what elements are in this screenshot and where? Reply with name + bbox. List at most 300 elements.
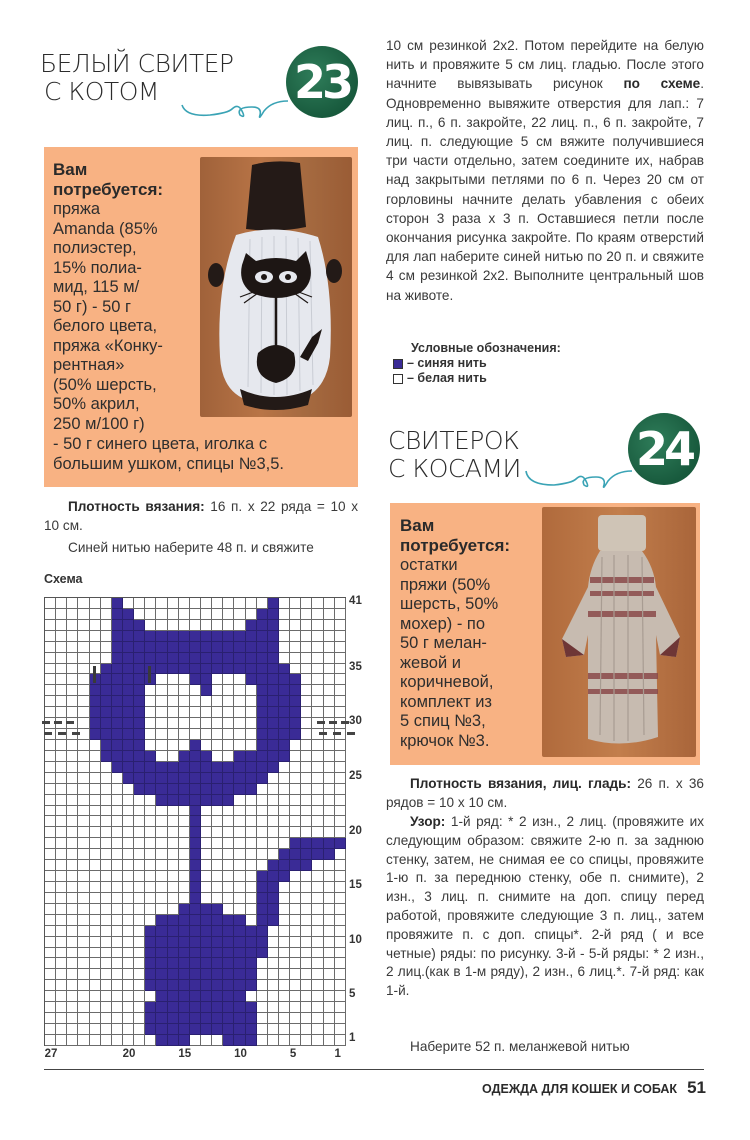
chart-cell — [301, 609, 312, 620]
chart-cell — [312, 751, 323, 762]
chart-cell — [246, 707, 257, 718]
chart-cell — [246, 598, 257, 609]
chart-cell — [45, 740, 56, 751]
chart-cell — [223, 915, 234, 926]
chart-cell — [268, 718, 279, 729]
chart-cell — [67, 762, 78, 773]
chart-cell — [112, 598, 123, 609]
chart-cell — [257, 882, 268, 893]
chart-cell — [56, 948, 67, 959]
chart-cell — [45, 631, 56, 642]
chart-cell — [223, 816, 234, 827]
chart-cell — [190, 696, 201, 707]
chart-cell — [67, 806, 78, 817]
chart-cell — [145, 795, 156, 806]
chart-cell — [201, 762, 212, 773]
chart-cell — [312, 860, 323, 871]
chart-cell — [78, 1002, 89, 1013]
chart-cell — [268, 642, 279, 653]
chart-cell — [90, 729, 101, 740]
chart-cell — [101, 762, 112, 773]
chart-cell — [301, 969, 312, 980]
chart-cell — [56, 609, 67, 620]
knitting-chart — [44, 597, 346, 1046]
chart-cell — [67, 849, 78, 860]
chart-cell — [101, 1002, 112, 1013]
chart-cell — [67, 1002, 78, 1013]
chart-cell — [67, 707, 78, 718]
chart-cell — [179, 642, 190, 653]
chart-cell — [301, 915, 312, 926]
chart-cell — [201, 773, 212, 784]
chart-cell — [268, 838, 279, 849]
chart-cell — [301, 751, 312, 762]
chart-cell — [90, 915, 101, 926]
chart-cell — [290, 631, 301, 642]
chart-cell — [145, 816, 156, 827]
chart-cell — [179, 838, 190, 849]
chart-cell — [67, 664, 78, 675]
chart-cell — [145, 948, 156, 959]
chart-cell — [290, 1035, 301, 1046]
chart-cell — [168, 685, 179, 696]
chart-cell — [112, 664, 123, 675]
chart-cell — [156, 1002, 167, 1013]
chart-cell — [190, 718, 201, 729]
chart-cell — [279, 926, 290, 937]
chart-cell — [145, 740, 156, 751]
chart-cell — [134, 707, 145, 718]
chart-cell — [279, 948, 290, 959]
chart-cell — [212, 795, 223, 806]
chart-cell — [290, 816, 301, 827]
chart-cell — [134, 696, 145, 707]
chart-cell — [90, 1024, 101, 1035]
chart-cell — [179, 806, 190, 817]
chart-cell — [234, 806, 245, 817]
chart-cell — [324, 598, 335, 609]
chart-cell — [112, 816, 123, 827]
chart-cell — [134, 762, 145, 773]
chart-cell — [90, 609, 101, 620]
chart-cell — [45, 1035, 56, 1046]
chart-cell — [201, 882, 212, 893]
chart-cell — [67, 1035, 78, 1046]
chart-cell — [201, 1024, 212, 1035]
chart-cell — [101, 871, 112, 882]
chart-cell — [67, 642, 78, 653]
chart-cell — [45, 860, 56, 871]
chart-cell — [112, 740, 123, 751]
chart-cell — [78, 849, 89, 860]
chart-cell — [112, 958, 123, 969]
row-marker — [341, 721, 349, 724]
chart-cell — [179, 958, 190, 969]
chart-cell — [156, 849, 167, 860]
chart-cell — [179, 915, 190, 926]
chart-cell — [123, 816, 134, 827]
chart-cell — [223, 707, 234, 718]
chart-cell — [279, 827, 290, 838]
project23-title-line2: С КОТОМ — [44, 77, 159, 106]
chart-cell — [335, 762, 346, 773]
chart-cell — [246, 860, 257, 871]
chart-cell — [257, 893, 268, 904]
chart-cell — [212, 937, 223, 948]
chart-cell — [156, 795, 167, 806]
chart-cell — [201, 653, 212, 664]
chart-cell — [246, 926, 257, 937]
chart-cell — [312, 653, 323, 664]
chart-cell — [246, 620, 257, 631]
chart-cell — [246, 696, 257, 707]
chart-cell — [246, 740, 257, 751]
chart-cell — [234, 1024, 245, 1035]
chart-cell — [134, 674, 145, 685]
chart-cell — [223, 631, 234, 642]
chart-cell — [190, 991, 201, 1002]
chart-cell — [134, 904, 145, 915]
chart-cell — [90, 751, 101, 762]
chart-cell — [234, 740, 245, 751]
x-tick-label: 10 — [234, 1048, 247, 1061]
chart-cell — [279, 871, 290, 882]
chart-cell — [301, 729, 312, 740]
chart-cell — [223, 1024, 234, 1035]
chart-cell — [246, 893, 257, 904]
chart-cell — [123, 729, 134, 740]
chart-cell — [268, 631, 279, 642]
chart-cell — [290, 926, 301, 937]
chart-cell — [190, 904, 201, 915]
chart-cell — [145, 718, 156, 729]
chart-cell — [257, 718, 268, 729]
chart-cell — [257, 707, 268, 718]
chart-cell — [324, 795, 335, 806]
chart-cell — [335, 806, 346, 817]
chart-cell — [190, 620, 201, 631]
chart-cell — [324, 849, 335, 860]
chart-cell — [190, 653, 201, 664]
project23-photo — [200, 157, 352, 417]
chart-cell — [223, 1002, 234, 1013]
chart-cell — [101, 598, 112, 609]
chart-cell — [179, 620, 190, 631]
chart-cell — [324, 609, 335, 620]
chart-cell — [78, 860, 89, 871]
chart-cell — [268, 598, 279, 609]
chart-cell — [290, 620, 301, 631]
chart-cell — [168, 915, 179, 926]
project23-materials — [53, 160, 203, 434]
chart-cell — [290, 729, 301, 740]
chart-cell — [67, 893, 78, 904]
chart-cell — [257, 849, 268, 860]
chart-cell — [201, 838, 212, 849]
chart-cell — [246, 773, 257, 784]
chart-cell — [279, 762, 290, 773]
chart-cell — [56, 1002, 67, 1013]
project24-title-line1: СВИТЕРОК — [388, 426, 520, 455]
project24-density — [386, 775, 704, 813]
row-marker — [66, 721, 74, 724]
chart-cell — [234, 827, 245, 838]
chart-cell — [279, 609, 290, 620]
chart-cell — [234, 969, 245, 980]
chart-cell — [112, 642, 123, 653]
chart-cell — [101, 816, 112, 827]
chart-cell — [134, 620, 145, 631]
chart-cell — [268, 784, 279, 795]
chart-cell — [312, 980, 323, 991]
chart-cell — [234, 948, 245, 959]
chart-cell — [335, 620, 346, 631]
chart-cell — [212, 816, 223, 827]
chart-cell — [90, 1013, 101, 1024]
chart-cell — [268, 860, 279, 871]
chart-cell — [212, 838, 223, 849]
chart-cell — [212, 598, 223, 609]
chart-cell — [246, 904, 257, 915]
chart-cell — [190, 1024, 201, 1035]
chart-cell — [67, 991, 78, 1002]
chart-cell — [301, 827, 312, 838]
chart-cell — [156, 664, 167, 675]
chart-cell — [223, 751, 234, 762]
chart-cell — [145, 609, 156, 620]
chart-cell — [212, 631, 223, 642]
chart-cell — [212, 674, 223, 685]
chart-cell — [78, 1024, 89, 1035]
chart-cell — [290, 969, 301, 980]
chart-cell — [145, 926, 156, 937]
chart-cell — [190, 751, 201, 762]
chart-cell — [246, 969, 257, 980]
chart-cell — [90, 740, 101, 751]
chart-cell — [67, 598, 78, 609]
chart-cell — [179, 871, 190, 882]
chart-cell — [324, 948, 335, 959]
chart-cell — [45, 642, 56, 653]
chart-cell — [201, 707, 212, 718]
chart-cell — [201, 958, 212, 969]
chart-cell — [201, 806, 212, 817]
chart-cell — [335, 904, 346, 915]
chart-cell — [234, 816, 245, 827]
chart-cell — [301, 795, 312, 806]
chart-cell — [223, 729, 234, 740]
chart-cell — [257, 969, 268, 980]
chart-cell — [279, 773, 290, 784]
chart-cell — [134, 827, 145, 838]
chart-cell — [234, 631, 245, 642]
chart-cell — [156, 937, 167, 948]
chart-cell — [168, 980, 179, 991]
chart-cell — [67, 631, 78, 642]
chart-cell — [78, 653, 89, 664]
chart-cell — [101, 674, 112, 685]
chart-cell — [324, 696, 335, 707]
density-value: 16 п. х 22 ряда = 10 х 10 см. — [44, 499, 358, 533]
chart-cell — [212, 871, 223, 882]
project24-number-badge: 24 — [628, 413, 700, 485]
chart-cell — [101, 795, 112, 806]
chart-cell — [179, 849, 190, 860]
chart-cell — [179, 991, 190, 1002]
chart-cell — [145, 860, 156, 871]
chart-cell — [246, 664, 257, 675]
chart-cell — [212, 860, 223, 871]
chart-cell — [312, 904, 323, 915]
chart-cell — [212, 1035, 223, 1046]
chart-cell — [201, 1013, 212, 1024]
chart-cell — [112, 707, 123, 718]
chart-cell — [268, 849, 279, 860]
chart-cell — [223, 696, 234, 707]
chart-cell — [190, 969, 201, 980]
chart-cell — [56, 653, 67, 664]
chart-cell — [156, 827, 167, 838]
chart-cell — [234, 882, 245, 893]
chart-cell — [324, 969, 335, 980]
chart-cell — [78, 664, 89, 675]
chart-cell — [123, 718, 134, 729]
chart-cell — [268, 696, 279, 707]
chart-cell — [156, 685, 167, 696]
chart-cell — [335, 674, 346, 685]
chart-cell — [179, 926, 190, 937]
chart-cell — [112, 926, 123, 937]
chart-cell — [246, 1013, 257, 1024]
chart-cell — [234, 653, 245, 664]
chart-cell — [45, 609, 56, 620]
page-number: 51 — [687, 1078, 706, 1097]
chart-cell — [112, 980, 123, 991]
chart-cell — [67, 685, 78, 696]
chart-cell — [268, 937, 279, 948]
chart-cell — [123, 773, 134, 784]
chart-cell — [212, 1002, 223, 1013]
chart-cell — [335, 860, 346, 871]
project24-cast-on: Наберите 52 п. меланжевой нитью — [410, 1039, 630, 1054]
chart-cell — [279, 937, 290, 948]
chart-cell — [201, 991, 212, 1002]
chart-cell — [246, 1002, 257, 1013]
chart-cell — [223, 991, 234, 1002]
chart-cell — [312, 958, 323, 969]
chart-cell — [123, 598, 134, 609]
chart-cell — [212, 904, 223, 915]
chart-cell — [279, 631, 290, 642]
chart-cell — [179, 948, 190, 959]
chart-cell — [78, 915, 89, 926]
chart-cell — [179, 696, 190, 707]
chart-cell — [145, 707, 156, 718]
chart-cell — [145, 991, 156, 1002]
chart-cell — [190, 1013, 201, 1024]
chart-cell — [168, 882, 179, 893]
chart-cell — [145, 631, 156, 642]
chart-cell — [56, 860, 67, 871]
chart-cell — [112, 937, 123, 948]
chart-cell — [301, 849, 312, 860]
chart-cell — [257, 871, 268, 882]
density-label: Плотность вязания, лиц. гладь: — [410, 776, 632, 791]
chart-cell — [246, 849, 257, 860]
chart-cell — [145, 871, 156, 882]
chart-cell — [90, 620, 101, 631]
chart-cell — [145, 642, 156, 653]
chart-cell — [112, 696, 123, 707]
chart-cell — [335, 751, 346, 762]
chart-cell — [112, 653, 123, 664]
chart-cell — [45, 893, 56, 904]
chart-cell — [112, 948, 123, 959]
chart-cell — [145, 980, 156, 991]
chart-cell — [324, 958, 335, 969]
chart-cell — [90, 991, 101, 1002]
chart-cell — [45, 620, 56, 631]
chart-cell — [134, 664, 145, 675]
chart-cell — [67, 882, 78, 893]
chart-cell — [145, 751, 156, 762]
chart-cell — [312, 926, 323, 937]
chart-cell — [190, 838, 201, 849]
chart-cell — [56, 696, 67, 707]
chart-cell — [257, 642, 268, 653]
chart-cell — [134, 958, 145, 969]
chart-cell — [101, 620, 112, 631]
chart-cell — [78, 958, 89, 969]
chart-cell — [290, 849, 301, 860]
chart-cell — [190, 642, 201, 653]
chart-cell — [123, 1002, 134, 1013]
chart-cell — [312, 816, 323, 827]
chart-cell — [246, 827, 257, 838]
chart-cell — [312, 1002, 323, 1013]
project24-title-line2: С КОСАМИ — [388, 454, 521, 483]
chart-cell — [134, 609, 145, 620]
chart-cell — [212, 718, 223, 729]
chart-cell — [234, 1013, 245, 1024]
chart-cell — [212, 620, 223, 631]
chart-cell — [67, 838, 78, 849]
chart-cell — [78, 631, 89, 642]
chart-cell — [156, 1035, 167, 1046]
chart-cell — [324, 1002, 335, 1013]
chart-cell — [168, 871, 179, 882]
chart-cell — [78, 838, 89, 849]
chart-cell — [45, 1002, 56, 1013]
chart-cell — [212, 707, 223, 718]
chart-cell — [234, 674, 245, 685]
chart-cell — [257, 991, 268, 1002]
chart-cell — [312, 620, 323, 631]
chart-cell — [212, 915, 223, 926]
chart-cell — [324, 751, 335, 762]
chart-cell — [301, 882, 312, 893]
chart-cell — [335, 871, 346, 882]
chart-cell — [168, 762, 179, 773]
chart-cell — [56, 795, 67, 806]
chart-cell — [112, 685, 123, 696]
chart-cell — [123, 664, 134, 675]
chart-cell — [101, 1024, 112, 1035]
chart-cell — [301, 696, 312, 707]
chart-cell — [223, 674, 234, 685]
chart-cell — [179, 882, 190, 893]
chart-cell — [234, 729, 245, 740]
